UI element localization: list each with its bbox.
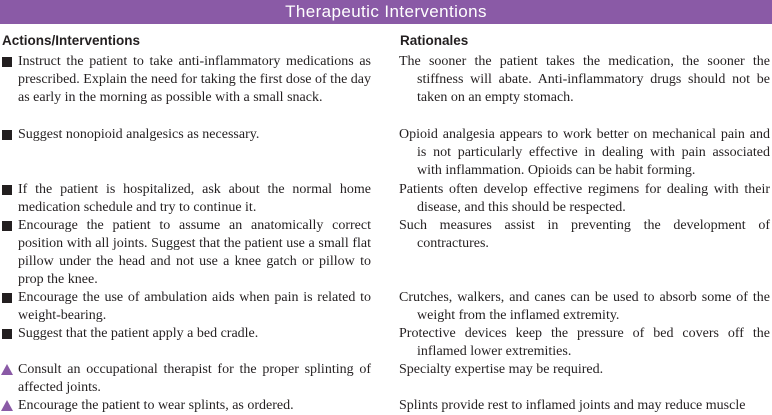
action-text: Encourage the patient to wear splints, as ordered. <box>18 398 294 413</box>
rationale-text: Specialty expertise may be required. <box>399 362 604 377</box>
action-text: Suggest that the patient apply a bed cradle. <box>18 326 259 341</box>
rationale-text: The sooner the patient takes the medication, the sooner the stiffness will abate. Anti-inflammatory drugs should not be taken on an empty stomach. <box>399 54 770 105</box>
rationale-text: Protective devices keep the pressure of bed covers off the inflamed lower extremities. <box>399 326 770 359</box>
rationale-text: Splints provide rest to inflamed joints and may reduce muscle <box>399 398 746 413</box>
action-item <box>0 397 371 415</box>
square-bullet-icon <box>2 329 12 339</box>
action-text: Instruct the patient to take anti-inflammatory medications as prescribed. Explain the need for taking the first dose of the day as early in the morning as possible with a small snack. <box>18 54 371 105</box>
action-text: Consult an occupational therapist for the proper splinting of affected joints. <box>18 362 371 395</box>
action-item <box>0 53 371 107</box>
triangle-bullet-icon <box>1 364 13 375</box>
square-bullet-icon <box>2 221 12 231</box>
rationale-text: Opioid analgesia appears to work better on mechanical pain and is not particularly effective in dealing with pain associated with inflammation. Opioids can be habit forming. <box>399 127 770 178</box>
square-bullet-icon <box>2 57 12 67</box>
action-item <box>0 361 371 397</box>
action-item <box>0 289 371 325</box>
action-text: Encourage the patient to assume an anatomically correct position with all joints. Suggest that the patient use a small flat pillow under the head and not use a knee gatch or pillow to prop the knee. <box>18 218 371 287</box>
rationale-text: Crutches, walkers, and canes can be used to absorb some of the weight from the inflamed extremity. <box>399 290 770 323</box>
rationale-text: Patients often develop effective regimens for dealing with their disease, and this should be respected. <box>399 182 770 215</box>
action-item <box>0 325 371 343</box>
action-item <box>0 181 371 217</box>
square-bullet-icon <box>2 293 12 303</box>
square-bullet-icon <box>2 130 12 140</box>
action-text: Suggest nonopioid analgesics as necessary. <box>18 127 260 142</box>
action-text: If the patient is hospitalized, ask about the normal home medication schedule and try to continue it. <box>18 182 371 215</box>
triangle-bullet-icon <box>1 400 13 411</box>
square-bullet-icon <box>2 185 12 195</box>
action-text: Encourage the use of ambulation aids when pain is related to weight-bearing. <box>18 290 371 323</box>
action-item <box>0 217 371 289</box>
actions-column-header: Actions/Interventions <box>2 33 141 48</box>
rationales-column-header: Rationales <box>400 33 469 48</box>
rationale-text: Such measures assist in preventing the development of contractures. <box>399 218 770 251</box>
action-item <box>0 126 371 144</box>
section-banner: Therapeutic Interventions <box>0 0 772 24</box>
